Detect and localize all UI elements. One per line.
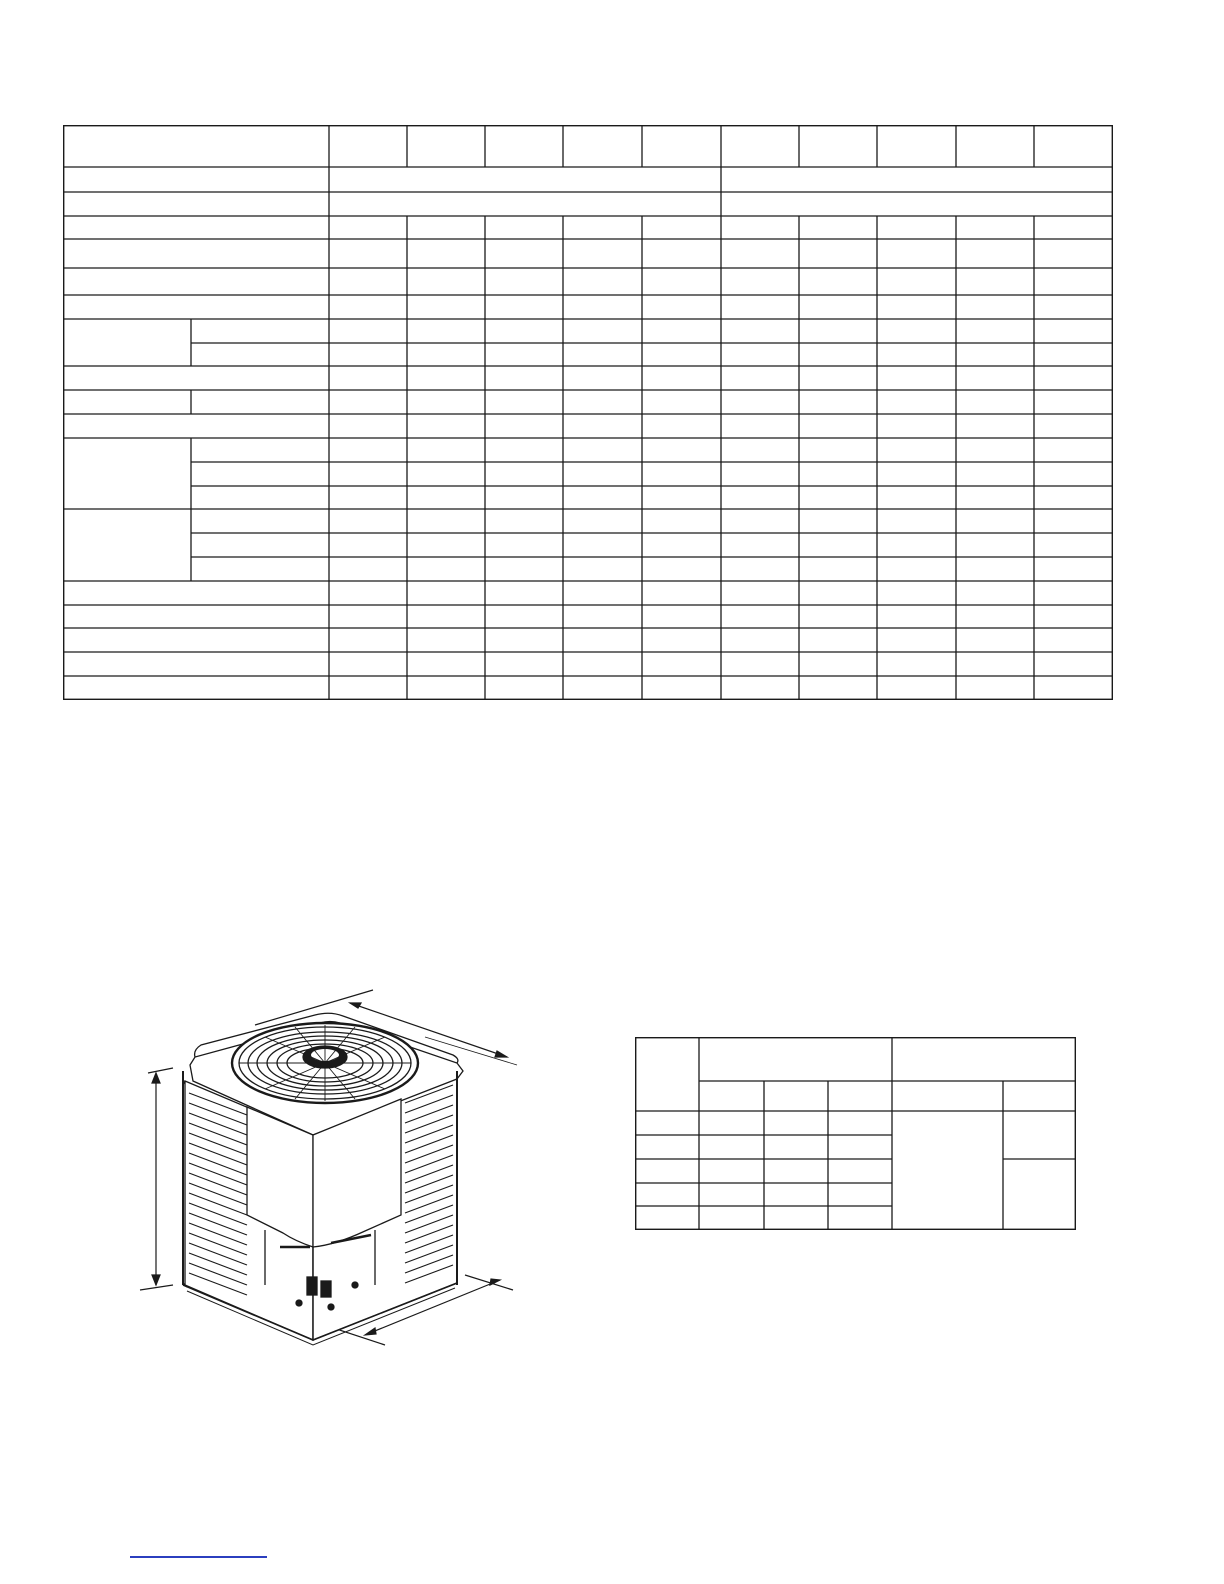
specification-table	[63, 125, 1113, 700]
unit-body	[183, 1013, 463, 1345]
dim-table-rules	[635, 1037, 1076, 1230]
condensing-unit-illustration	[135, 985, 525, 1350]
dimensions-table	[635, 1037, 1076, 1230]
footer-link-underline[interactable]	[130, 1556, 267, 1558]
spec-table-rules	[63, 125, 1113, 700]
